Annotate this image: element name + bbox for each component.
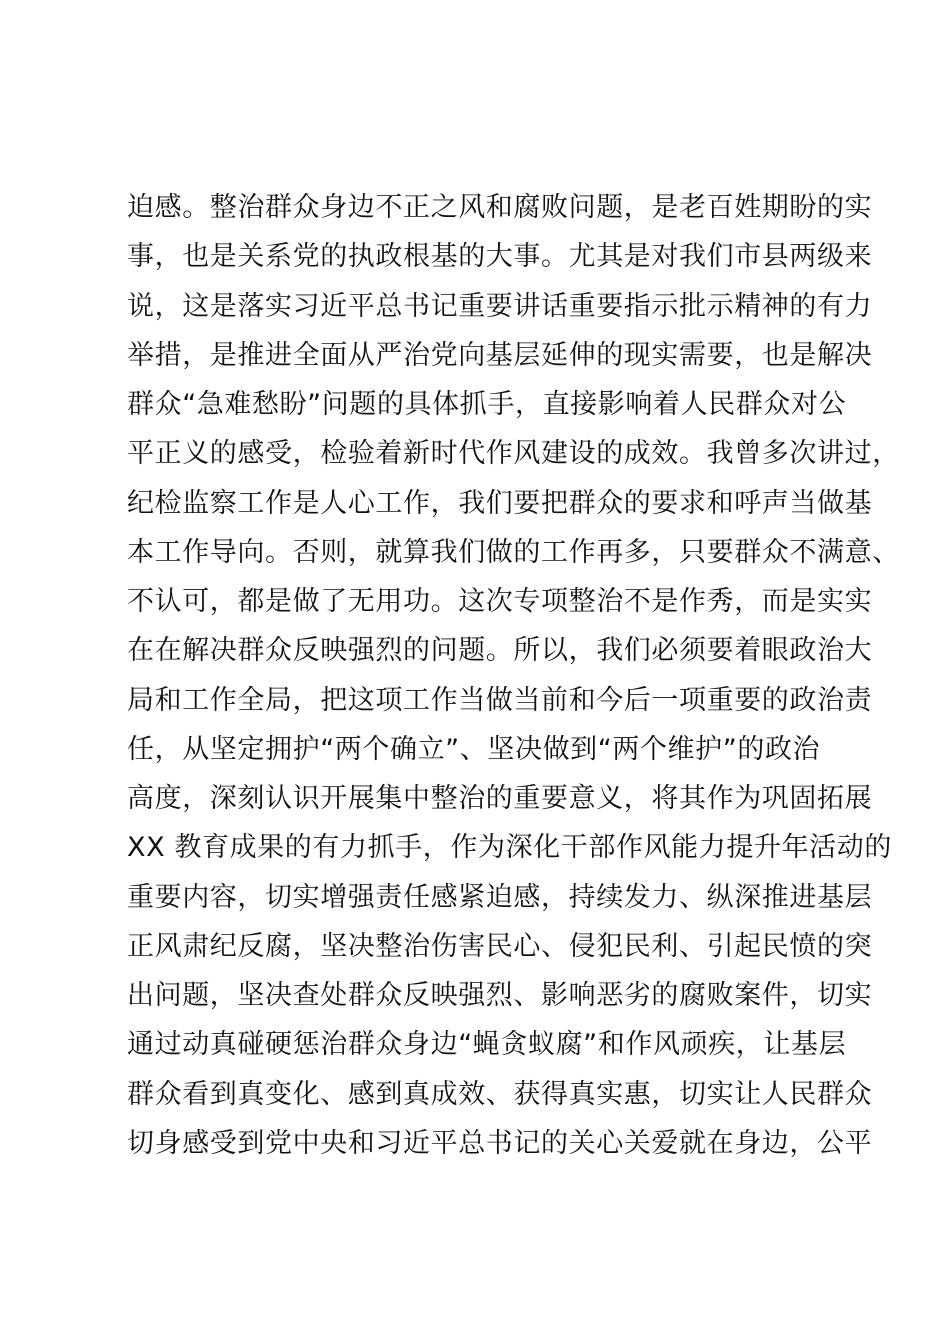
text-line: 任，从坚定拥护“两个确立”、坚决做到“两个维护”的政治 bbox=[127, 733, 821, 765]
text-line: 切身感受到党中央和习近平总书记的关心关爱就在身边，公平 bbox=[127, 1127, 873, 1159]
text-line: 在在解决群众反映强烈的问题。所以，我们必须要着眼政治大 bbox=[127, 635, 873, 667]
text-line: 平正义的感受，检验着新时代作风建设的成效。我曾多次讲过， bbox=[127, 438, 900, 470]
text-line: 迫感。整治群众身边不正之风和腐败问题，是老百姓期盼的实 bbox=[127, 192, 873, 223]
text-line: 事，也是关系党的执政根基的大事。尤其是对我们市县两级来 bbox=[127, 241, 873, 273]
text-line: 通过动真碰硬惩治群众身边“蝇贪蚁腐”和作风顽疾，让基层 bbox=[127, 1029, 847, 1061]
text-line: 高度，深刻认识开展集中整治的重要意义，将其作为巩固拓展 bbox=[127, 783, 873, 814]
text-line: 本工作导向。否则，就算我们做的工作再多，只要群众不满意、 bbox=[127, 536, 900, 568]
text-line: 不认可，都是做了无用功。这次专项整治不是作秀，而是实实 bbox=[127, 586, 873, 617]
text-line: 群众“急难愁盼”问题的具体抓手，直接影响着人民群众对公 bbox=[127, 389, 847, 420]
text-line: 举措，是推进全面从严治党向基层延伸的现实需要，也是解决 bbox=[127, 339, 873, 371]
text-line: 正风肃纪反腐，坚决整治伤害民心、侵犯民利、引起民愤的突 bbox=[127, 930, 873, 962]
text-line: 出问题，坚决查处群众反映强烈、影响恶劣的腐败案件，切实 bbox=[127, 980, 873, 1011]
text-line: 局和工作全局，把这项工作当做当前和今后一项重要的政治责 bbox=[127, 684, 873, 716]
body-text bbox=[127, 183, 900, 1168]
text-line: XX 教育成果的有力抓手，作为深化干部作风能力提升年活动的 bbox=[127, 832, 892, 864]
text-line: 说，这是落实习近平总书记重要讲话重要指示批示精神的有力 bbox=[127, 290, 873, 322]
text-line: 重要内容，切实增强责任感紧迫感，持续发力、纵深推进基层 bbox=[127, 881, 873, 913]
text-line: 群众看到真变化、感到真成效、获得真实惠，切实让人民群众 bbox=[127, 1078, 873, 1110]
text-line: 纪检监察工作是人心工作，我们要把群众的要求和呼声当做基 bbox=[127, 487, 873, 519]
